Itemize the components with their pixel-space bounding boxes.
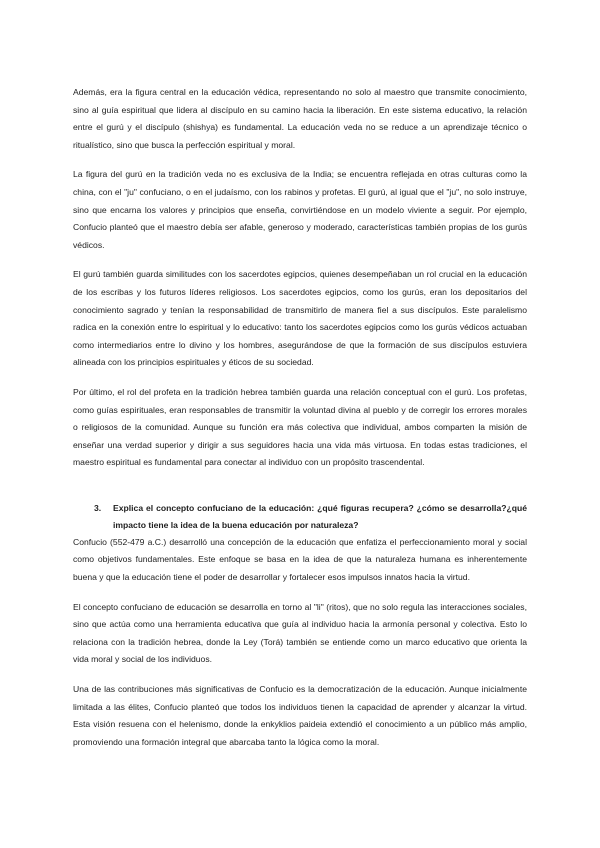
question-text: Explica el concepto confuciano de la educación: ¿qué figuras recupera? ¿cómo se desarrolla?¿qué impacto tiene la idea de la buena educación por naturaleza? bbox=[113, 502, 527, 530]
answer-paragraph-2: El concepto confuciano de educación se desarrolla en torno al "li" (ritos), que no solo regula las interacciones sociales, sino que actúa como una herramienta educativa que guía al individuo hacia la armonía personal y colectiva. Esto lo relaciona con la tradición hebrea, donde la Ley (Torá) también se entiende como un marco educativo que orienta la vida moral y social de los individuos. bbox=[73, 601, 527, 665]
paragraph-3: El gurú también guarda similitudes con los sacerdotes egipcios, quienes desempeñaban un rol crucial en la educación de los escribas y los futuros líderes religiosos. Los sacerdotes egipcios, como los gurús, eran los depositarios del conocimiento sagrado y tenían la responsabilidad de transmitirlo de manera fiel a sus discípulos. Este paralelismo radica en la conexión entre lo espiritual y lo educativo: tanto los sacerdotes egipcios como los gurús védicos actuaban como intermediarios entre lo divino y los hombres, asegurándose de que la formación de sus discípulos estuviera alineada con los principios espirituales y éticos de su sociedad. bbox=[73, 269, 527, 368]
answer-paragraph-1: Confucio (552-479 a.C.) desarrolló una concepción de la educación que enfatiza el perfeccionamiento moral y social como objetivos fundamentales. Este enfoque se basa en la idea de que la naturaleza humana es inherentemente buena y que la educación tiene el poder de desarrollar y fortalecer esos impulsos innatos hacia la virtud. bbox=[73, 536, 527, 583]
paragraph-4: Por último, el rol del profeta en la tradición hebrea también guarda una relación conceptual con el gurú. Los profetas, como guías espirituales, eran responsables de transmitir la voluntad divina al pueblo y de corregir los errores morales o religiosos de la comunidad. Aunque su función era más colectiva que individual, ambos comparten la misión de enseñar una verdad superior y dirigir a sus seguidores hacia una vida más virtuosa. En todas estas tradiciones, el maestro espiritual es fundamental para conectar al individuo con un propósito trascendental. bbox=[73, 386, 527, 468]
document-page bbox=[73, 84, 527, 763]
question-number: 3. bbox=[94, 502, 102, 513]
answer-paragraph-3: Una de las contribuciones más significativas de Confucio es la democratización de la educación. Aunque inicialmente limitada a las élites, Confucio planteó que todos los individuos tienen la capacidad de aprender y alcanzar la virtud. Esta visión resuena con el helenismo, donde la enkyklios paideia extendió el conocimiento a un público más amplio, promoviendo una formación integral que abarcaba tanto la lógica como la moral. bbox=[73, 684, 527, 747]
question-heading bbox=[73, 500, 527, 534]
paragraph-1: Además, era la figura central en la educación védica, representando no solo al maestro que transmite conocimiento, sino al guía espiritual que lidera al discípulo en su camino hacia la liberación. En este sistema educativo, la relación entre el gurú y el discípulo (shishya) es fundamental. La educación veda no se reduce a un aprendizaje técnico o ritualístico, sino que busca la perfección espiritual y moral. bbox=[73, 87, 527, 150]
paragraph-2: La figura del gurú en la tradición veda no es exclusiva de la India; se encuentra reflejada en otras culturas como la china, con el "ju" confuciano, o en el judaísmo, con los rabinos y profetas. El gurú, al igual que el "ju", no solo instruye, sino que encarna los valores y principios que enseña, convirtiéndose en un modelo viviente a seguir. Por ejemplo, Confucio planteó que el maestro debía ser afable, generoso y moderado, características también propias de los gurús védicos. bbox=[73, 169, 527, 250]
